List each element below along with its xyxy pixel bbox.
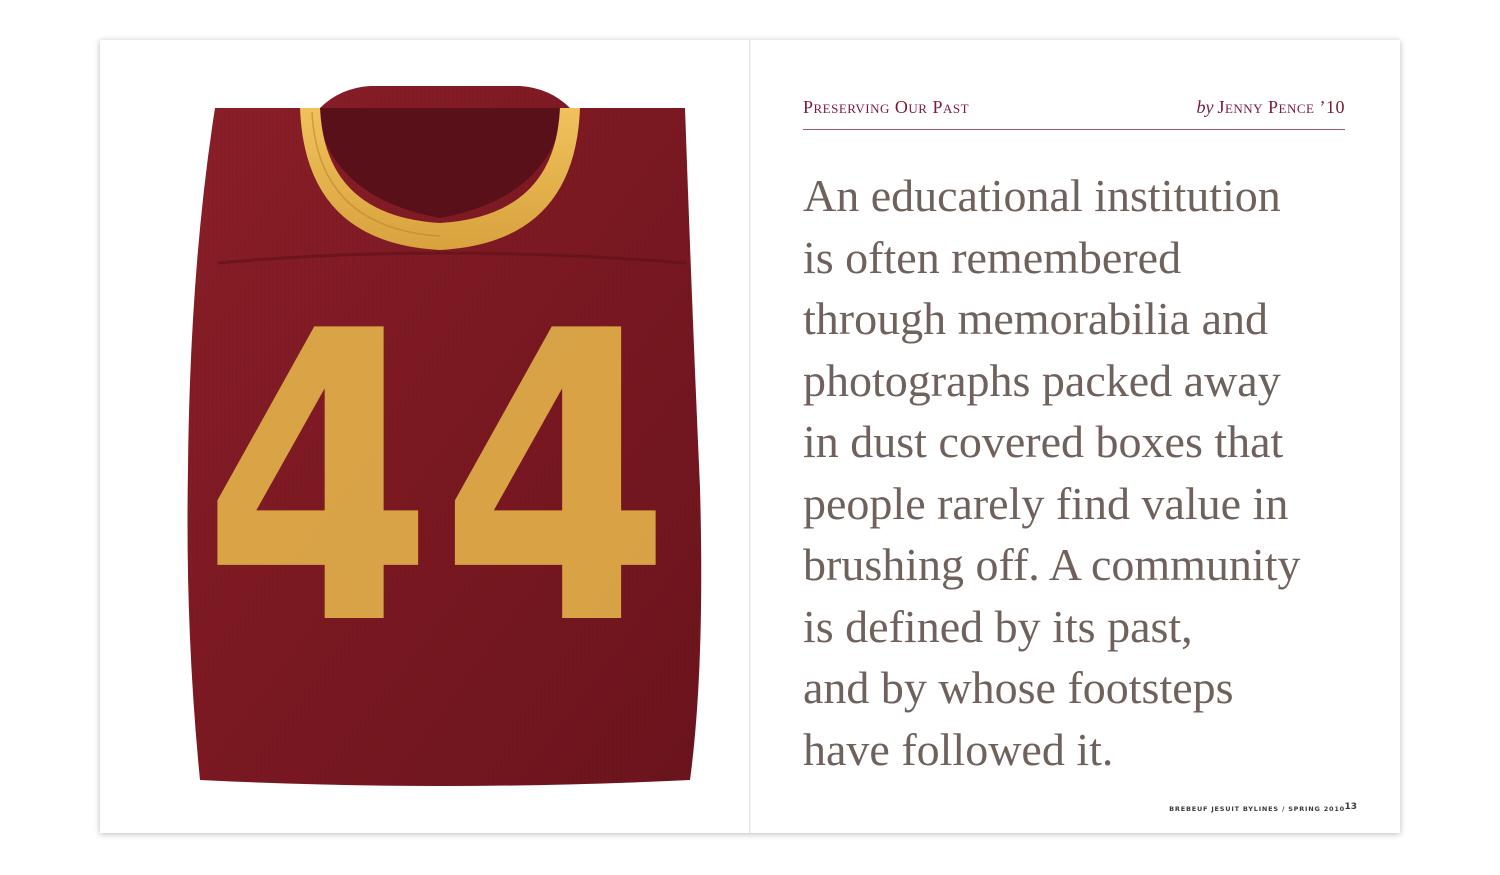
lead-line: people rarely find value in (803, 477, 1289, 529)
lead-line: brushing off. A community (803, 539, 1301, 590)
lead-line: is defined by its past, (803, 600, 1193, 652)
section-title: Preserving Our Past (803, 97, 970, 117)
lead-paragraph (803, 165, 1363, 780)
byline (1196, 97, 1345, 118)
magazine-spread (100, 40, 1400, 833)
folio-publication: BREBEUF JESUIT BYLINES / SPRING 2010 (1169, 805, 1345, 813)
page-number: 13 (1344, 802, 1357, 812)
jersey-number: 44 (202, 248, 678, 713)
page-gutter (749, 40, 751, 833)
article-header (803, 95, 1345, 130)
byline-prefix: by (1196, 97, 1214, 117)
lead-line: is often remembered (803, 231, 1182, 283)
byline-author: Jenny Pence ’10 (1217, 97, 1345, 117)
lead-line: in dust covered boxes that (803, 416, 1284, 467)
lead-line: and by whose footsteps (803, 662, 1234, 713)
jersey-illustration (140, 68, 715, 798)
lead-line: through memorabilia and (803, 293, 1268, 344)
lead-line: An educational institution (803, 170, 1281, 221)
lead-line: have followed it. (803, 723, 1114, 775)
jersey-photo (140, 68, 715, 798)
lead-line: photographs packed away (803, 354, 1281, 406)
